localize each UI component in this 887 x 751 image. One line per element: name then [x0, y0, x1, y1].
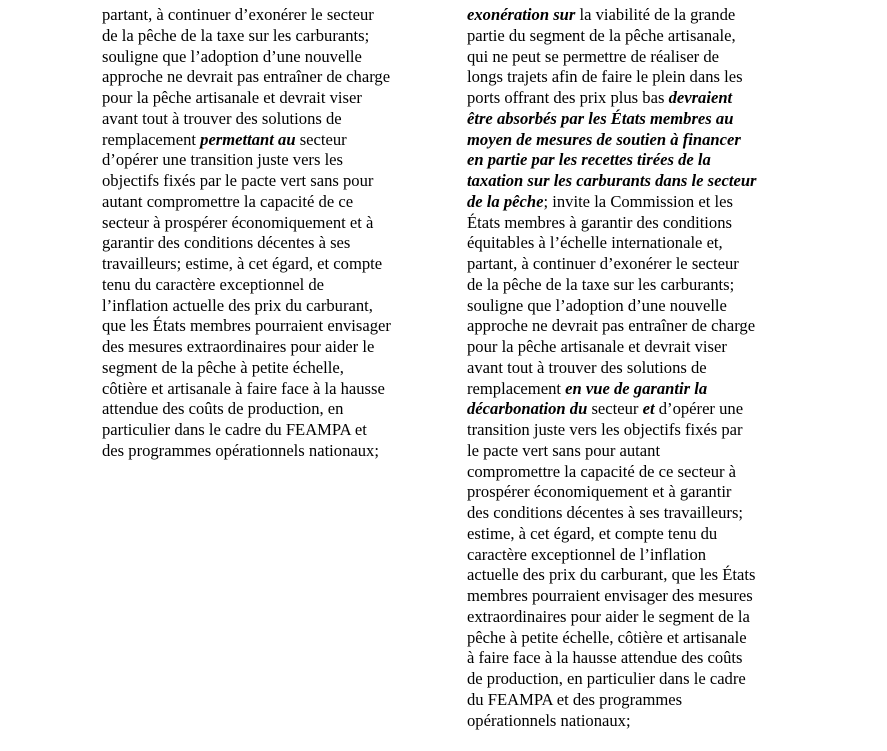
- text-line: [467, 503, 789, 524]
- text-run: de production, en particulier dans le cadre: [467, 669, 746, 688]
- left-column-text: [102, 5, 424, 462]
- text-line: [467, 399, 789, 420]
- text-line: [467, 109, 789, 130]
- text-run: extraordinaires pour aider le segment de la: [467, 606, 750, 626]
- text-run: souligne que l’adoption d’une nouvelle: [102, 46, 362, 66]
- text-run: ports offrant des prix plus bas: [467, 88, 669, 107]
- text-line: [102, 337, 424, 358]
- text-run: du FEAMPA et des programmes: [467, 689, 683, 709]
- text-line: [102, 399, 424, 420]
- text-line: [467, 296, 789, 317]
- amendment-highlight: et: [642, 399, 655, 419]
- text-run: pour la pêche artisanale et devrait viser: [102, 88, 362, 107]
- text-run: équitables à l’échelle internationale et,: [467, 233, 723, 253]
- text-line: [102, 358, 424, 379]
- amendment-highlight: en vue de garantir la: [565, 378, 708, 398]
- text-line: [467, 254, 789, 275]
- amendment-highlight: taxation sur les carburants dans le secteur: [467, 171, 757, 190]
- amendment-highlight: devraient: [668, 88, 733, 107]
- text-run: le pacte vert sans pour autant: [467, 440, 661, 460]
- text-run: de la pêche de la taxe sur les carburants;: [467, 274, 735, 294]
- text-run: la viabilité de la grande: [575, 5, 736, 24]
- text-run: attendue des coûts de production, en: [102, 399, 344, 419]
- text-line: [102, 130, 424, 151]
- text-run: pour la pêche artisanale et devrait viser: [467, 337, 727, 356]
- amendment-highlight: permettant au: [200, 129, 296, 149]
- text-run: ; invite la Commission et les: [543, 191, 733, 211]
- text-line: [102, 441, 424, 462]
- amendment-highlight: décarbonation du: [467, 399, 588, 419]
- text-run: des programmes opérationnels nationaux;: [102, 440, 379, 460]
- text-line: [467, 47, 789, 68]
- text-run: partant, à continuer d’exonérer le secteur: [467, 254, 739, 273]
- text-line: [467, 233, 789, 254]
- text-run: avant tout à trouver des solutions de: [102, 108, 342, 128]
- text-line: [467, 192, 789, 213]
- text-run: actuelle des prix du carburant, que les États: [467, 565, 756, 585]
- text-line: [467, 462, 789, 483]
- text-line: [102, 233, 424, 254]
- text-line: [467, 275, 789, 296]
- text-line: [467, 711, 789, 732]
- text-run: souligne que l’adoption d’une nouvelle: [467, 295, 727, 315]
- text-run: des mesures extraordinaires pour aider le: [102, 337, 375, 356]
- text-run: objectifs fixés par le pacte vert sans pour: [102, 171, 374, 190]
- text-line: [467, 565, 789, 586]
- text-line: [467, 441, 789, 462]
- text-run: longs trajets afin de faire le plein dans les: [467, 67, 743, 87]
- text-run: prospérer économiquement et à garantir: [467, 482, 732, 502]
- text-run: côtière et artisanale à faire face à la hausse: [102, 378, 385, 398]
- amendment-highlight: de la pêche: [467, 191, 544, 211]
- text-run: États membres à garantir des conditions: [467, 212, 732, 232]
- text-run: des conditions décentes à ses travailleurs;: [467, 503, 744, 522]
- text-line: [467, 545, 789, 566]
- text-line: [102, 296, 424, 317]
- text-run: l’inflation actuelle des prix du carburant,: [102, 295, 373, 315]
- text-line: [467, 5, 789, 26]
- text-line: [102, 109, 424, 130]
- text-run: remplacement: [102, 129, 201, 149]
- text-run: transition juste vers les objectifs fixés par: [467, 420, 743, 439]
- text-line: [102, 192, 424, 213]
- text-line: [467, 316, 789, 337]
- text-run: avant tout à trouver des solutions de: [467, 357, 707, 377]
- text-line: [102, 254, 424, 275]
- text-line: [102, 316, 424, 337]
- text-line: [102, 213, 424, 234]
- text-run: partant, à continuer d’exonérer le secteur: [102, 5, 374, 24]
- text-run: partie du segment de la pêche artisanale,: [467, 25, 736, 45]
- text-line: [467, 67, 789, 88]
- text-line: [102, 88, 424, 109]
- text-line: [467, 690, 789, 711]
- text-run: approche ne devrait pas entraîner de charge: [467, 316, 756, 336]
- text-line: [102, 150, 424, 171]
- amendment-highlight: moyen de mesures de soutien à financer: [467, 129, 741, 149]
- text-line: [467, 379, 789, 400]
- text-run: que les États membres pourraient envisager: [102, 316, 391, 336]
- text-line: [467, 171, 789, 192]
- text-run: particulier dans le cadre du FEAMPA et: [102, 420, 367, 439]
- text-run: secteur: [295, 129, 347, 149]
- text-line: [102, 420, 424, 441]
- text-run: segment de la pêche à petite échelle,: [102, 357, 344, 377]
- text-run: opérationnels nationaux;: [467, 710, 631, 730]
- text-run: autant compromettre la capacité de ce: [102, 191, 354, 211]
- text-run: de la pêche de la taxe sur les carburants;: [102, 25, 370, 45]
- text-line: [102, 275, 424, 296]
- text-line: [467, 420, 789, 441]
- text-line: [467, 358, 789, 379]
- text-line: [102, 67, 424, 88]
- text-line: [102, 26, 424, 47]
- amendment-highlight: exonération sur: [467, 5, 576, 24]
- text-line: [102, 171, 424, 192]
- text-line: [467, 648, 789, 669]
- text-run: approche ne devrait pas entraîner de charge: [102, 67, 391, 87]
- text-run: secteur à prospérer économiquement et à: [102, 212, 374, 232]
- text-run: à faire face à la hausse attendue des coûts: [467, 648, 743, 668]
- text-run: membres pourraient envisager des mesures: [467, 586, 753, 605]
- text-run: remplacement: [467, 378, 566, 398]
- text-line: [467, 607, 789, 628]
- text-line: [467, 524, 789, 545]
- text-run: d’opérer une: [654, 399, 744, 419]
- text-line: [102, 47, 424, 68]
- text-line: [102, 5, 424, 26]
- text-run: travailleurs; estime, à cet égard, et compte: [102, 254, 383, 273]
- text-run: garantir des conditions décentes à ses: [102, 233, 351, 253]
- text-run: caractère exceptionnel de l’inflation: [467, 544, 707, 564]
- text-run: qui ne peut se permettre de réaliser de: [467, 46, 720, 66]
- text-run: pêche à petite échelle, côtière et artisanale: [467, 627, 747, 647]
- text-line: [467, 26, 789, 47]
- text-line: [467, 88, 789, 109]
- text-line: [467, 669, 789, 690]
- text-line: [467, 130, 789, 151]
- right-column-text: [467, 5, 789, 731]
- amendment-highlight: en partie par les recettes tirées de la: [467, 150, 711, 170]
- amendment-highlight: être absorbés par les États membres au: [467, 108, 734, 128]
- text-line: [467, 628, 789, 649]
- text-line: [467, 337, 789, 358]
- text-run: secteur: [587, 399, 643, 419]
- text-line: [467, 213, 789, 234]
- text-line: [102, 379, 424, 400]
- text-run: tenu du caractère exceptionnel de: [102, 274, 325, 294]
- text-line: [467, 150, 789, 171]
- text-line: [467, 482, 789, 503]
- text-line: [467, 586, 789, 607]
- text-run: compromettre la capacité de ce secteur à: [467, 461, 737, 481]
- text-run: d’opérer une transition juste vers les: [102, 150, 343, 170]
- text-run: estime, à cet égard, et compte tenu du: [467, 523, 718, 543]
